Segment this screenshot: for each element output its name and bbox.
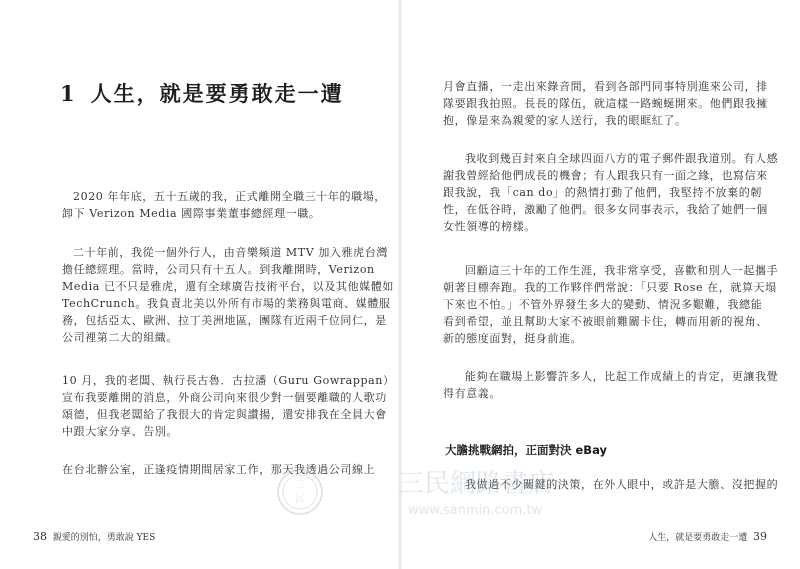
text-line: 新的態度面對，挺身前進。 [443, 332, 583, 345]
chapter-title [60, 78, 344, 108]
text-line: 卸下 Verizon Media 國際事業董事總經理一職。 [62, 207, 321, 220]
left-paragraph-4 [62, 461, 376, 478]
text-line: 看到希望，並且幫助大家不被眼前難關卡住，轉而用新的視角、 [443, 315, 768, 328]
text-line: 性，在低谷時，激勵了他們。很多女同事表示，我給了她們一個 [443, 203, 768, 216]
right-paragraph-1 [443, 78, 768, 129]
watermark-seal-char-2: 民 [295, 494, 305, 505]
text-line: 下來也不怕。」不管外界發生多大的變動、情況多艱難，我總能 [443, 298, 763, 311]
right-paragraph-5 [443, 476, 779, 493]
text-line: 能夠在職場上影響許多人，比起工作成績上的肯定，更讓我覺 [465, 370, 779, 383]
text-line: 宣布我要離開的消息，外商公司向來很少對一個要離職的人歌功 [62, 391, 387, 404]
text-line: 頌德，但我老闆給了我很大的肯定與讚揚，還安排我在全員大會 [62, 408, 387, 421]
text-line: 二十年前，我從一個外行人，由音樂頻道 MTV 加入雅虎台灣 [73, 246, 388, 259]
right-paragraph-2 [443, 150, 779, 235]
text-line: 在台北辦公室，正逢疫情期間居家工作，那天我透過公司線上 [62, 463, 376, 476]
left-footer [33, 530, 155, 543]
text-line: 隊要跟我拍照。長長的隊伍，就這樣一路蜿蜒開來。他們跟我擁 [443, 97, 768, 110]
text-line: 我做過不少關鍵的決策，在外人眼中，或許是大膽、沒把握的 [465, 478, 779, 491]
text-line: 公司裡第二大的組織。 [62, 331, 178, 344]
text-line: 我收到幾百封來自全球四面八方的電子郵件跟我道別。有人感 [465, 152, 779, 165]
text-line: 回顧這三十年的工作生涯，我非常享受，喜歡和別人一起攜手 [465, 264, 779, 277]
text-line: 謝我曾經給他們成長的機會；有人跟我只有一面之緣，也寫信來 [443, 169, 768, 182]
text-line: 10 月，我的老闆、執行長古魯．古拉潘（Guru Gowrappan） [62, 374, 395, 387]
section-heading: 大膽挑戰網拍，正面對決 eBay [445, 443, 607, 457]
text-line: 得有意義。 [443, 387, 501, 400]
page-number-right: 39 [753, 530, 767, 543]
right-paragraph-3 [443, 262, 779, 347]
page-number-left: 38 [33, 530, 47, 543]
text-line: 抱，像是來為親愛的家人送行，我的眼眶紅了。 [443, 114, 687, 127]
text-line: 擔任總經理。當時，公司只有十五人。到我離開時，Verizon [62, 263, 375, 276]
text-line: 務，包括亞太、歐洲、拉丁美洲地區，團隊有近兩千位同仁，是 [62, 314, 387, 327]
text-line: 女性領導的榜樣。 [443, 220, 536, 233]
watermark-url: www.sanmin.com.tw [408, 503, 543, 518]
text-line: TechCrunch。我負責北美以外所有市場的業務與電商、媒體服 [62, 297, 391, 310]
left-paragraph-1 [62, 188, 386, 222]
left-paragraph-3 [62, 372, 395, 440]
text-line: 月會直播，一走出來錄音間，看到各部門同事特別進來公司，排 [443, 80, 768, 93]
watermark-text: 三民網路書店 [398, 469, 555, 499]
running-title-left: 親愛的別怕，勇敢說 YES [52, 533, 156, 543]
watermark-seal-char-1: 三 [295, 480, 305, 491]
text-line: 中跟大家分享、告別。 [62, 425, 178, 438]
right-paragraph-4 [443, 368, 779, 402]
text-line: 朝著目標奔跑。我的工作夥伴們常說：「只要 Rose 在，就算天塌 [443, 281, 777, 294]
text-line: 跟我說，我「can do」的熱情打動了他們，我堅持不放棄的韌 [443, 186, 762, 199]
left-paragraph-2 [62, 244, 394, 346]
text-line: Media 已不只是雅虎，還有全球廣告技術平台，以及其他媒體如 [62, 280, 394, 293]
book-gutter [398, 0, 402, 569]
chapter-number: 1 [60, 81, 77, 106]
running-title-right: 人生，就是要勇敢走一遭 [648, 533, 748, 543]
text-line: 2020 年年底，五十五歲的我，正式離開全職三十年的職場， [73, 190, 386, 203]
chapter-title-text: 人生，就是要勇敢走一遭 [90, 81, 344, 106]
right-footer [648, 530, 767, 543]
